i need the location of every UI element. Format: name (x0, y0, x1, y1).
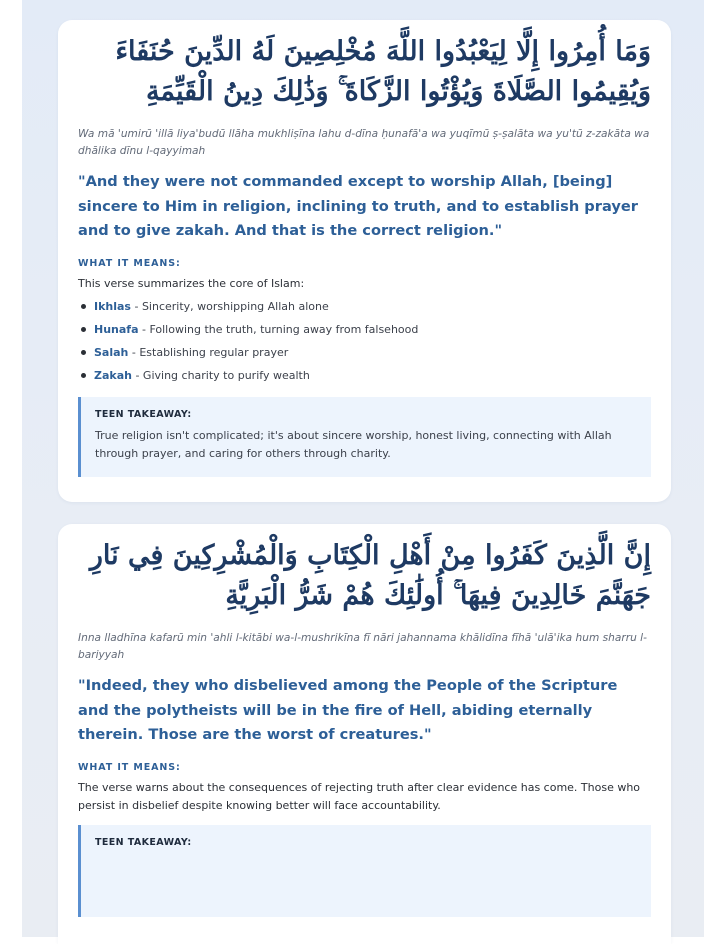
list-item (78, 341, 651, 364)
point-desc: - Giving charity to purify wealth (131, 368, 310, 382)
arabic-verse: إِنَّ الَّذِينَ كَفَرُوا مِنْ أَهْلِ الْكِتَابِ وَالْمُشْرِكِينَ فِي نَارِ جَهَنَّمَ خَالِدِينَ فِيهَا ۚ أُولَٰئِكَ هُمْ شَرُّ الْبَرِيَّةِ (89, 540, 651, 611)
transliteration: Inna lladhīna kafarū min 'ahli l-kitābi wa-l-mushrikīna fī nāri jahannama khālidīna fīhā 'ulā'ika hum sharru l-bariyyah (78, 632, 647, 661)
verse-card (58, 524, 671, 944)
takeaway-text: True religion isn't complicated; it's about sincere worship, honest living, connecting with Allah through prayer, and caring for others through charity. (95, 428, 612, 460)
point-term: Hunafa (94, 322, 139, 336)
takeaway-heading: TEEN TAKEAWAY: (95, 836, 192, 848)
takeaway-heading: TEEN TAKEAWAY: (95, 408, 192, 420)
list-item (78, 295, 651, 318)
teen-takeaway-box (78, 825, 651, 917)
teen-takeaway-box (78, 397, 651, 477)
translation: "And they were not commanded except to worship Allah, [being] sincere to Him in religion, inclining to truth, and to establish prayer and to give zakah. And that is the correct religion." (78, 173, 638, 239)
list-item (78, 364, 651, 387)
point-term: Ikhlas (94, 299, 131, 313)
meaning-heading: WHAT IT MEANS: (78, 761, 181, 773)
translation: "Indeed, they who disbelieved among the People of the Scripture and the polytheists will be in the fire of Hell, abiding eternally therein. Those are the worst of creatures." (78, 677, 618, 743)
arabic-verse: وَمَا أُمِرُوا إِلَّا لِيَعْبُدُوا اللَّهَ مُخْلِصِينَ لَهُ الدِّينَ حُنَفَاءَ وَيُقِيمُوا الصَّلَاةَ وَيُؤْتُوا الزَّكَاةَ ۚ وَذَٰلِكَ دِينُ الْقَيِّمَةِ (115, 36, 651, 107)
verse-card (58, 20, 671, 502)
transliteration: Wa mā 'umirū 'illā liya'budū llāha mukhliṣīna lahu d-dīna ḥunafā'a wa yuqīmū ṣ-ṣalāta wa yu'tū z-zakāta wa dhālika dīnu l-qayyimah (78, 128, 650, 157)
meaning-text: This verse summarizes the core of Islam: (78, 276, 305, 290)
point-term: Zakah (94, 368, 132, 382)
meaning-points-list (78, 295, 651, 387)
page-background (22, 0, 704, 937)
meaning-text: The verse warns about the consequences of rejecting truth after clear evidence has come. Those who persist in disbelief despite knowing better will face accountability. (78, 780, 641, 812)
point-term: Salah (94, 345, 129, 359)
point-desc: - Sincerity, worshipping Allah alone (130, 299, 329, 313)
list-item (78, 318, 651, 341)
point-desc: - Establishing regular prayer (128, 345, 289, 359)
meaning-heading: WHAT IT MEANS: (78, 257, 181, 269)
point-desc: - Following the truth, turning away from falsehood (138, 322, 419, 336)
